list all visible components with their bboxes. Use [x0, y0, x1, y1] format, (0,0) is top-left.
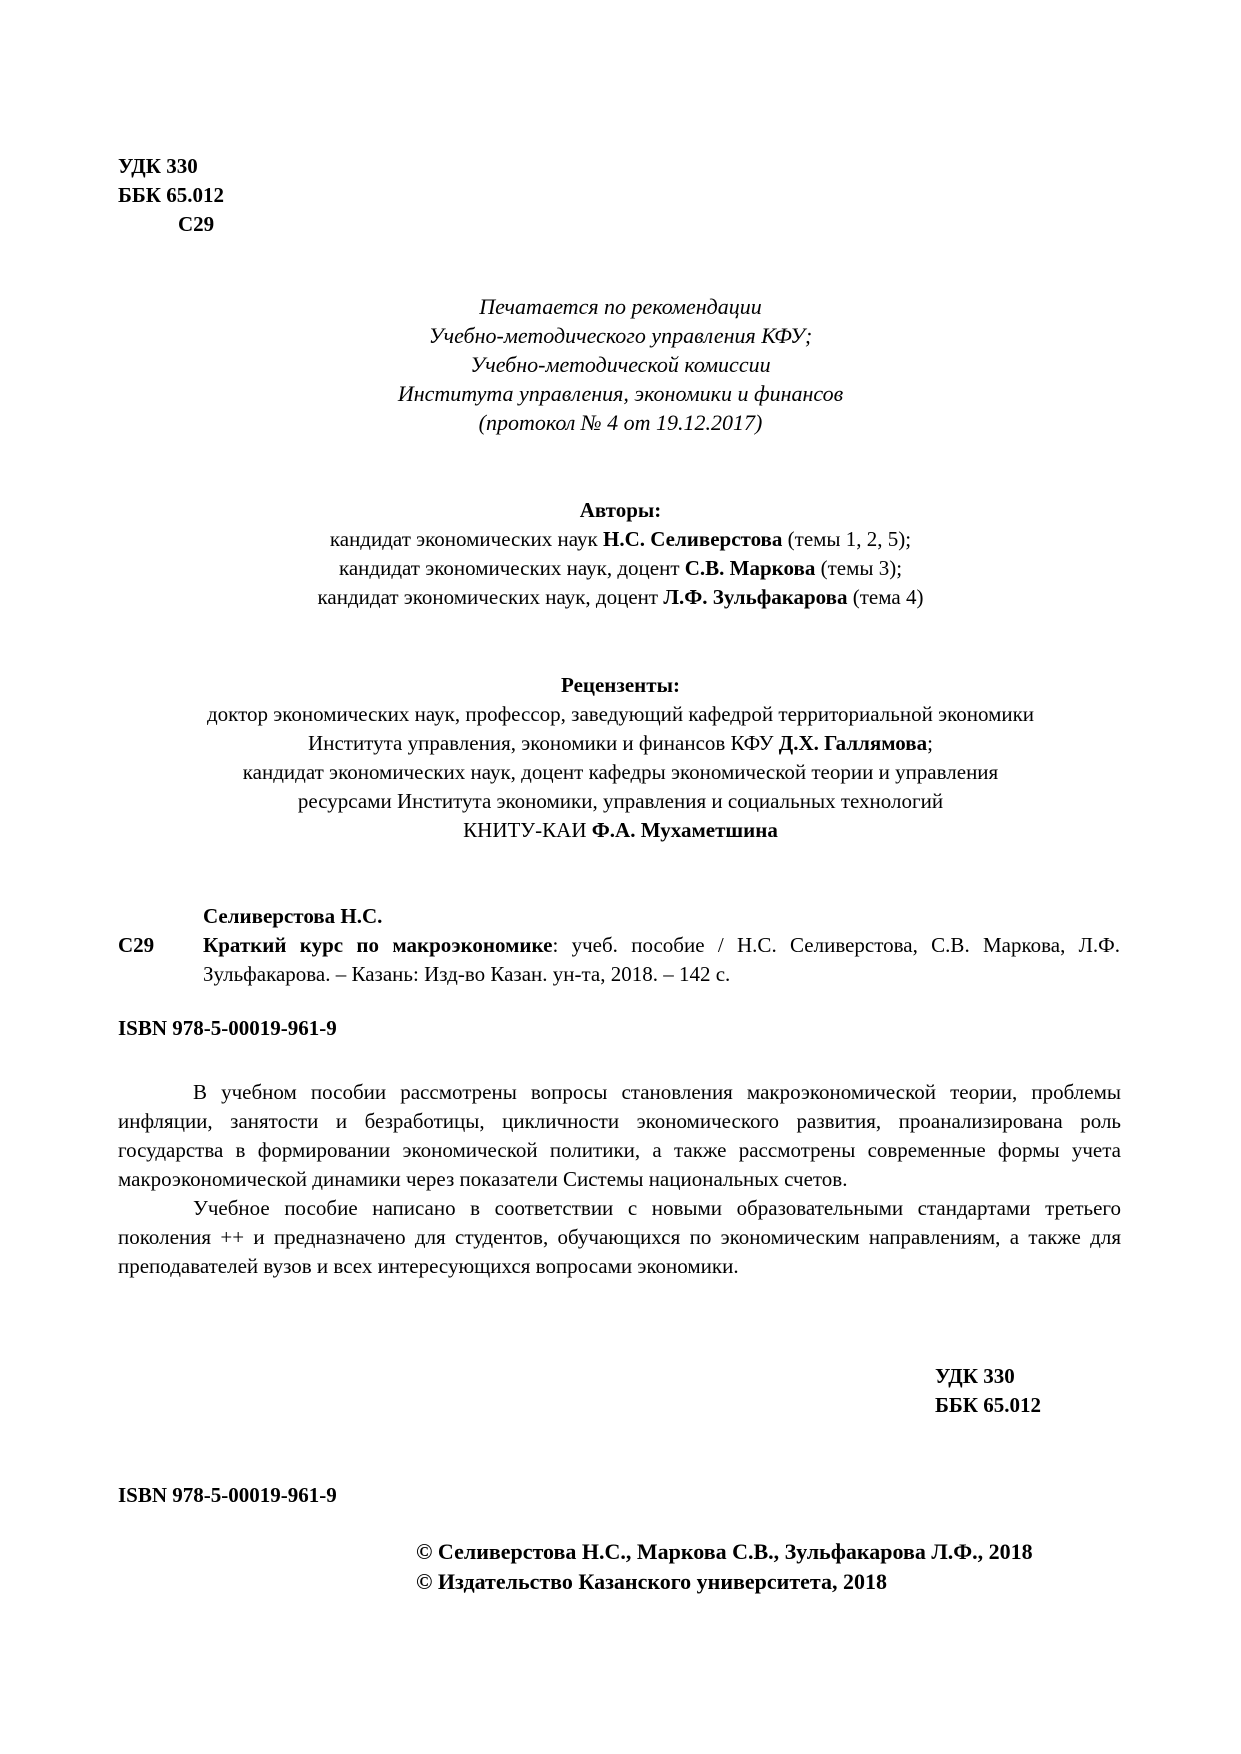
annotation-paragraph: Учебное пособие написано в соответствии с новыми образовательными стандартами третьего поколения ++ и предназначено для студентов, обучающихся по экономическим направлениям, а также для преподавателей вузов и всех интересующихся вопросами экономики.	[118, 1196, 1121, 1278]
udk-code: УДК 330	[118, 154, 198, 178]
reviewers-section	[0, 671, 1241, 845]
reviewer-name: Ф.А. Мухаметшина	[591, 818, 778, 842]
bib-author: Селиверстова Н.С.	[203, 904, 383, 928]
authors-heading: Авторы:	[579, 498, 662, 522]
isbn: ISBN 978-5-00019-961-9	[118, 1016, 337, 1040]
reviewer-line: кандидат экономических наук, доцент кафедры экономической теории и управления	[242, 760, 999, 784]
author-topics: (темы 1, 2, 5);	[782, 527, 912, 551]
annotation	[118, 1078, 1121, 1281]
authors-section	[0, 496, 1241, 612]
reviewer-affiliation: Института управления, экономики и финансов КФУ	[308, 731, 779, 755]
reviewer-line	[0, 816, 1241, 845]
reviewer-line: доктор экономических наук, профессор, заведующий кафедрой территориальной экономики	[206, 702, 1035, 726]
bib-entry	[118, 931, 1120, 989]
author-topics: (тема 4)	[847, 585, 924, 609]
bibliographic-record	[118, 902, 1120, 989]
author-title: кандидат экономических наук, доцент	[338, 556, 685, 580]
author-name: С.В. Маркова	[684, 556, 816, 580]
reviewer-affiliation: КНИТУ-КАИ	[463, 818, 592, 842]
udk-code: УДК 330	[935, 1364, 1015, 1388]
author-line	[0, 583, 1241, 612]
copyright-authors: © Селиверстова Н.С., Маркова С.В., Зульфакарова Л.Ф., 2018	[416, 1539, 1033, 1564]
author-name: Н.С. Селиверстова	[603, 527, 783, 551]
author-name: Л.Ф. Зульфакарова	[663, 585, 848, 609]
isbn-bottom: ISBN 978-5-00019-961-9	[118, 1483, 337, 1507]
bib-code: С29	[118, 933, 155, 957]
author-line	[0, 525, 1241, 554]
bbk-code: ББК 65.012	[118, 183, 224, 207]
author-title: кандидат экономических наук	[329, 527, 603, 551]
reviewer-line	[0, 729, 1241, 758]
author-title: кандидат экономических наук, доцент	[317, 585, 664, 609]
bbk-code: ББК 65.012	[935, 1393, 1041, 1417]
publication-recommendation	[0, 292, 1241, 437]
bib-title: Краткий курс по макроэкономике	[203, 933, 553, 957]
recommendation-line: Института управления, экономики и финансов	[397, 381, 844, 406]
recommendation-line: Печатается по рекомендации	[479, 294, 762, 319]
copyright-publisher: © Издательство Казанского университета, 2018	[416, 1569, 887, 1594]
author-mark: С29	[178, 212, 215, 236]
classification-block	[118, 152, 224, 239]
annotation-paragraph: В учебном пособии рассмотрены вопросы становления макроэкономической теории, проблемы инфляции, занятости и безработицы, цикличности экономического развития, проанализирована роль государства в формировании экономической политики, а также рассмотрены современные формы учета макроэкономической динамики через показатели Системы национальных счетов.	[118, 1080, 1121, 1191]
classification-block-bottom	[935, 1362, 1041, 1420]
reviewer-name: Д.Х. Галлямова	[778, 731, 928, 755]
recommendation-line: (протокол № 4 от 19.12.2017)	[478, 410, 763, 435]
bib-description: : учеб. пособие / Н.С. Селиверстова, С.В. Маркова, Л.Ф. Зульфакарова. – Казань: Изд-во Казан. ун-та, 2018. – 142 с.	[203, 933, 1120, 986]
copyright-block	[416, 1537, 1033, 1597]
author-line	[0, 554, 1241, 583]
reviewer-line: ресурсами Института экономики, управления и социальных технологий	[297, 789, 944, 813]
recommendation-line: Учебно-методической комиссии	[470, 352, 771, 377]
reviewers-heading: Рецензенты:	[561, 673, 680, 697]
author-topics: (темы 3);	[815, 556, 903, 580]
reviewer-punct: ;	[927, 731, 933, 755]
bib-description-block	[203, 931, 1120, 989]
recommendation-line: Учебно-методического управления КФУ;	[428, 323, 813, 348]
